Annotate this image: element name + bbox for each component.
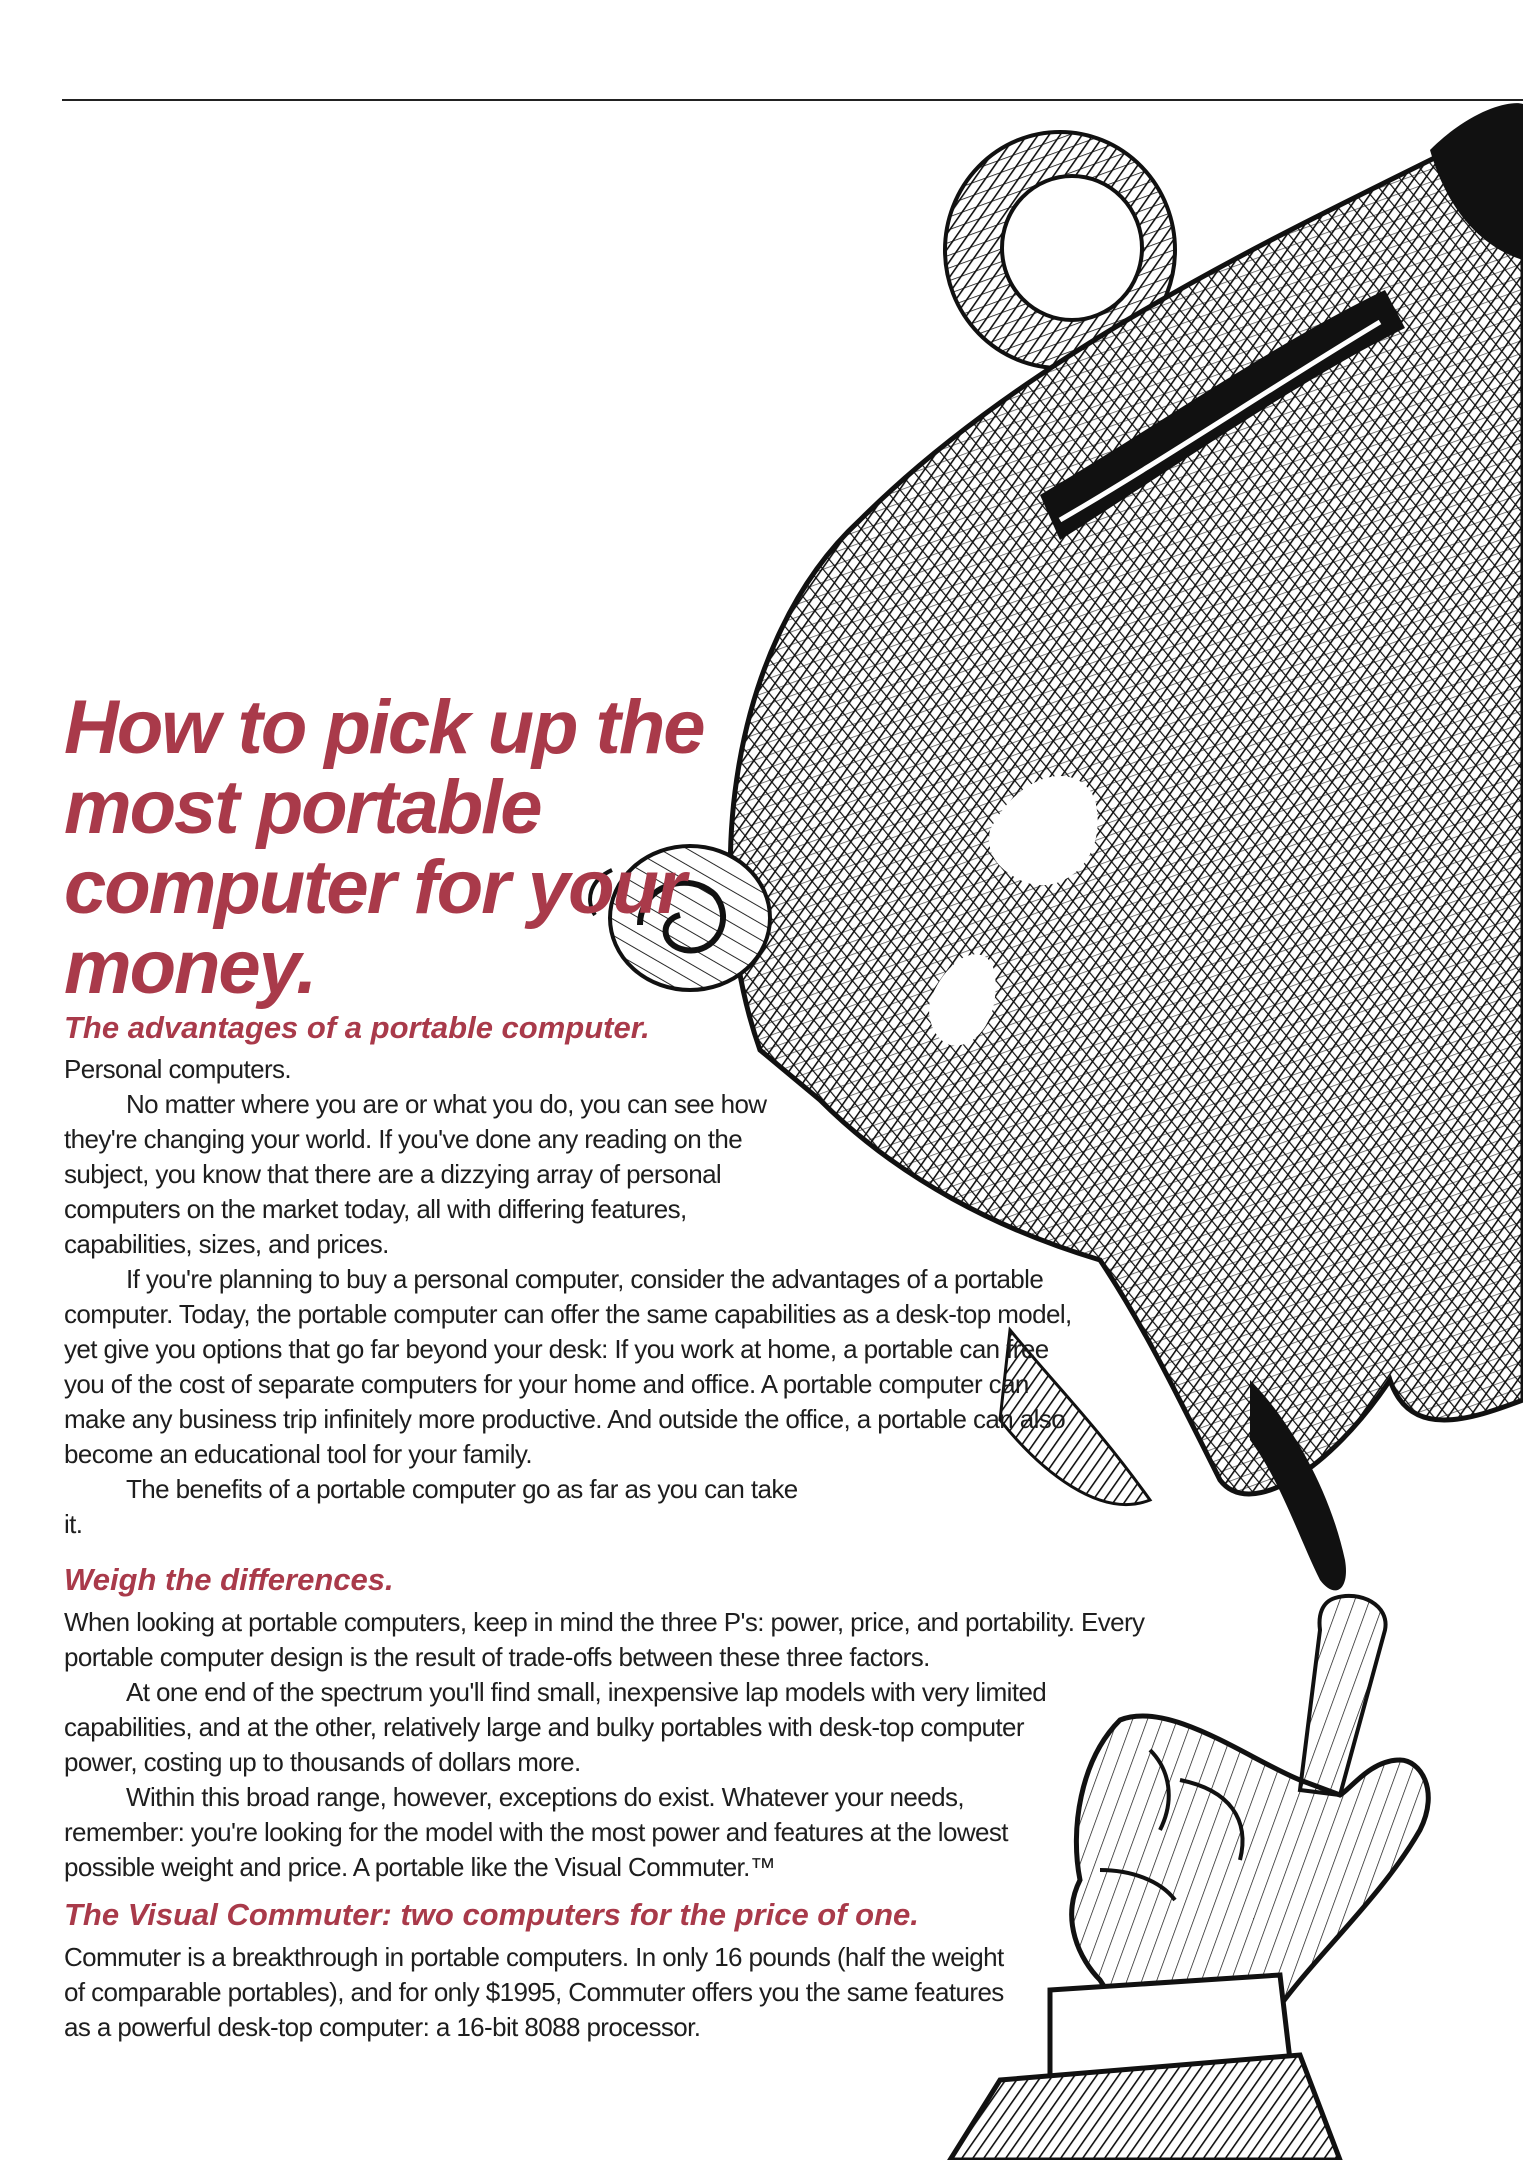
paragraph: Within this broad range, however, exceptions do exist. Whatever your needs, remember: you're looking for the model with the most power and features at the lowest possible weight and price. A portable like the Visual Commuter.™: [64, 1782, 1008, 1882]
section-heading-visual-commuter: The Visual Commuter: two computers for the price of one.: [64, 1897, 919, 1932]
section-body-advantages: [64, 1052, 1072, 1542]
paragraph: The benefits of a portable computer go as far as you can take it.: [64, 1474, 798, 1539]
section-heading-differences: Weigh the differences.: [64, 1562, 394, 1597]
paragraph: No matter where you are or what you do, you can see how they're changing your world. If you've done any reading on the subject, you know that there are a dizzying array of personal computers on the market today, all with differing features, capabilities, sizes, and prices.: [64, 1089, 767, 1259]
section-body-differences: [64, 1605, 1174, 1885]
paragraph: At one end of the spectrum you'll find small, inexpensive lap models with very limited capabilities, and at the other, relatively large and bulky portables with desk-top computer power, costing up to thousands of dollars more.: [64, 1677, 1047, 1777]
paragraph: When looking at portable computers, keep in mind the three P's: power, price, and portability. Every portable computer design is the result of trade-offs between these three factors.: [64, 1607, 1145, 1672]
paragraph: Personal computers.: [64, 1054, 292, 1084]
section-heading-advantages: The advantages of a portable computer.: [64, 1010, 650, 1045]
paragraph: If you're planning to buy a personal computer, consider the advantages of a portable computer. Today, the portable computer can offer the same capabilities as a desk-top model, yet give you options that go far beyond your desk: If you work at home, a portable can free you of the cost of separate computers for your home and office. A portable computer can make any business trip infinitely more productive. And outside the office, a portable can also become an educational tool for your family.: [64, 1264, 1072, 1469]
section-body-visual-commuter: [64, 1940, 1014, 2045]
headline: How to pick up the most portable computer for your money.: [64, 685, 704, 1010]
paragraph: Commuter is a breakthrough in portable computers. In only 16 pounds (half the weight of comparable portables), and for only $1995, Commuter offers you the same features as a powerful desk-top computer: a 16-bit 8088 processor.: [64, 1942, 1004, 2042]
